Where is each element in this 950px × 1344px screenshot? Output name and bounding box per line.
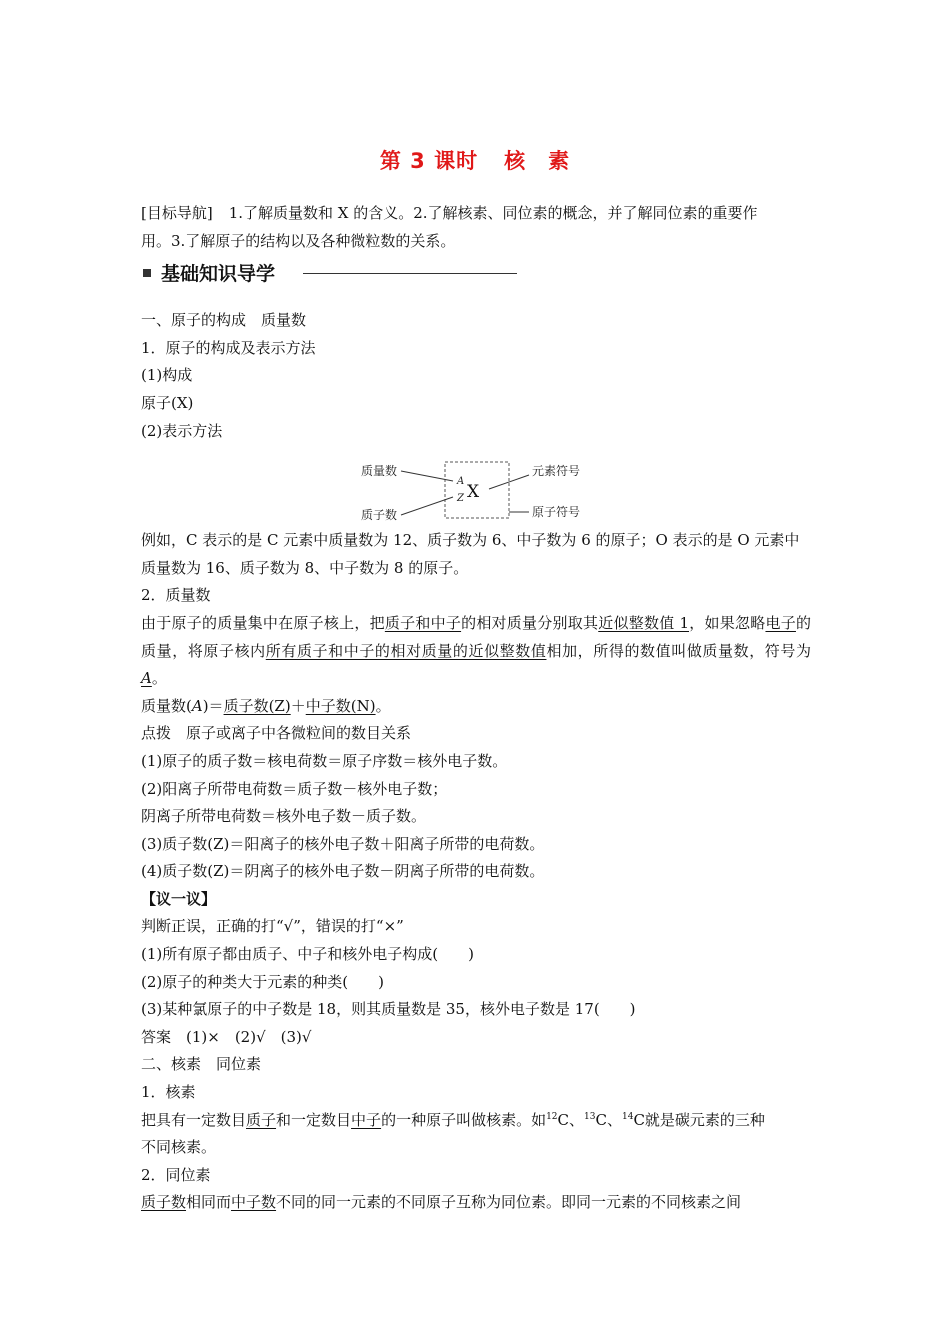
- proton-subscript: Z: [457, 493, 464, 505]
- text-run: )＝: [202, 696, 224, 715]
- underlined-term: A: [141, 669, 152, 688]
- nuclide-paragraph-line-1: [141, 1107, 811, 1135]
- part1-subheading-2: 2．质量数: [141, 586, 211, 605]
- text-run: 相加，所得的数值叫做质: [546, 641, 719, 660]
- lesson-number: 第 3 课时: [379, 149, 479, 173]
- text-run: 相同而: [186, 1193, 232, 1212]
- text-run: ，如果忽略: [689, 613, 766, 632]
- nuclide-paragraph-line-2: 不同核素。: [141, 1138, 217, 1157]
- part1-item-composition: (1)构成: [141, 366, 193, 385]
- lesson-topic: 核 素: [504, 149, 571, 173]
- mass-number-formula: [141, 693, 811, 721]
- mass-superscript: A: [457, 476, 465, 488]
- text-run: ＋: [290, 696, 306, 715]
- text-run: 质量数(: [141, 696, 192, 715]
- text-run: 。: [375, 696, 391, 715]
- part1-heading: 一、原子的构成 质量数: [141, 311, 307, 330]
- text-run: 把具有一定数目: [141, 1110, 247, 1129]
- underlined-term: 质子: [246, 1110, 277, 1129]
- text-run: 的相对质量分别取其: [461, 613, 599, 632]
- underlined-term: 所有质子和中子的相对质量的近似整数值: [265, 641, 547, 660]
- tip-item-4: (3)质子数(Z)＝阳离子的核外电子数＋阳离子所带的电荷数。: [141, 834, 545, 853]
- goal-text-2: 用。3.了解原子的结构以及各种微粒数的关系。: [141, 231, 456, 250]
- text-run: 由于原子的质量集中在原子核上，把: [141, 613, 385, 632]
- text-run: 量数，符号为: [718, 641, 811, 660]
- part2-subheading-1: 1．核素: [141, 1083, 196, 1102]
- isotope-mass: 12: [546, 1111, 558, 1122]
- symbol-A: A: [191, 696, 203, 715]
- mass-number-paragraph: [141, 610, 811, 693]
- goal-tag: [目标导航]: [141, 204, 213, 222]
- notation-diagram: [141, 445, 811, 527]
- answer-line: 答案 (1)× (2)√ (3)√: [141, 1027, 312, 1046]
- isotope-mass: 13: [584, 1111, 596, 1122]
- part2-heading: 二、核素 同位素: [141, 1055, 262, 1074]
- underlined-term: 质子数(Z): [223, 696, 291, 715]
- element-c: C: [633, 1110, 645, 1129]
- label-mass-number: 质量数: [361, 464, 398, 479]
- underlined-term: 中子: [351, 1110, 382, 1129]
- part1-subheading-1: 1．原子的构成及表示方法: [141, 338, 316, 357]
- tip-item-5: (4)质子数(Z)＝阴离子的核外电子数－阴离子所带的电荷数。: [141, 862, 545, 881]
- element-c: C: [595, 1110, 607, 1129]
- text-run: 的一种原子叫做核素。如: [381, 1110, 547, 1129]
- text-run: 就是碳元素的三种: [644, 1110, 765, 1129]
- tip-item-3: 阴离子所带电荷数＝核外电子数－质子数。: [141, 807, 427, 826]
- element-c: C: [557, 1110, 570, 1129]
- page-title: [0, 145, 950, 175]
- atom-label: 原子(X): [141, 393, 194, 412]
- label-atom-symbol: 原子符号: [532, 505, 581, 520]
- underlined-term: 中子数: [231, 1193, 277, 1212]
- text-run: 、: [569, 1110, 585, 1129]
- example-line-1: 例如，C 表示的是 C 元素中质量数为 12、质子数为 6、中子数为 6 的原子；O 表示的是 O 元素中: [141, 531, 800, 550]
- question-3: (3)某种氯原子的中子数是 18，则其质量数是 35，核外电子数是 17( ): [141, 1000, 636, 1019]
- tip-item-1: (1)原子的质子数＝核电荷数＝原子序数＝核外电子数。: [141, 751, 508, 770]
- isotope-paragraph-line-1: [141, 1189, 811, 1217]
- underlined-term: 中子数(N): [305, 696, 376, 715]
- section-rule: [303, 273, 517, 274]
- element-symbol: X: [467, 482, 480, 503]
- part2-subheading-2: 2．同位素: [141, 1165, 211, 1184]
- question-2: (2)原子的种类大于元素的种类( ): [141, 972, 384, 991]
- text-run: 。: [151, 669, 167, 688]
- section-bar: [141, 257, 811, 293]
- section-title: 基础知识导学: [161, 263, 276, 286]
- document-body: [141, 200, 811, 1217]
- underlined-term: 质子数: [141, 1193, 187, 1212]
- text-run: 不同的同一元素的不同原子互称为同位素。即同一元素的不同核素之间: [276, 1193, 742, 1212]
- underlined-term: 质子和中子: [384, 613, 462, 632]
- tip-item-2: (2)阳离子所带电荷数＝质子数－核外电子数；: [141, 779, 448, 798]
- isotope-mass: 14: [621, 1111, 634, 1122]
- underlined-term: 近似整数值 1: [598, 613, 690, 632]
- example-line-2: 质量数为 16、质子数为 8、中子数为 8 的原子。: [141, 558, 469, 577]
- text-run: 的质量，将原子核内: [141, 613, 811, 660]
- label-proton-number: 质子数: [361, 508, 398, 523]
- goal-line-1: [141, 200, 811, 228]
- part1-item-notation: (2)表示方法: [141, 421, 223, 440]
- notation-diagram-svg: [361, 445, 601, 527]
- goal-text-1: 1.了解质量数和 X 的含义。2.了解核素、同位素的概念，并了解同位素的重要作: [228, 204, 758, 222]
- text-run: 、: [606, 1110, 622, 1129]
- label-element-symbol: 元素符号: [532, 464, 581, 479]
- discuss-prompt: 判断正误，正确的打“√”，错误的打“×”: [141, 917, 404, 936]
- square-bullet-icon: [143, 269, 151, 277]
- underlined-term: 电子: [765, 613, 796, 632]
- question-1: (1)所有原子都由质子、中子和核外电子构成( ): [141, 945, 474, 964]
- tip-heading: 点拨 原子或离子中各微粒间的数目关系: [141, 724, 412, 743]
- discuss-tag: 【议一议】: [141, 889, 217, 908]
- pointer-line-element: [489, 475, 529, 489]
- text-run: 和一定数目: [276, 1110, 352, 1129]
